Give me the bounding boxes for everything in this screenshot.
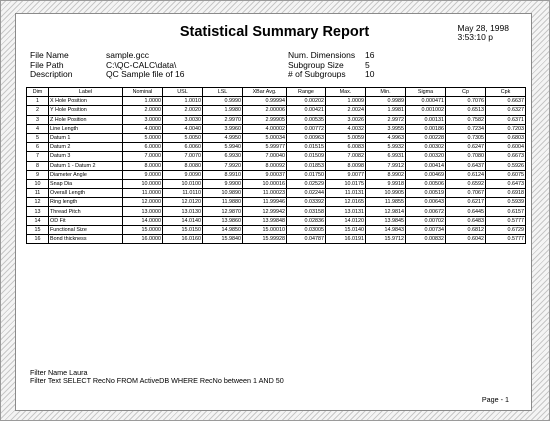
table-cell: 0.00131 — [406, 115, 446, 124]
table-cell: 8.9910 — [203, 170, 243, 179]
table-cell: 0.00963 — [287, 133, 326, 142]
table-cell: 9.9918 — [366, 179, 406, 188]
table-row — [27, 97, 526, 106]
table-cell: 0.6803 — [486, 133, 526, 142]
table-cell: Datum 1 - Datum 2 — [49, 161, 123, 170]
table-cell: 0.5926 — [486, 161, 526, 170]
table-cell: 14.0000 — [123, 216, 163, 225]
file-name-value: sample.gcc — [106, 50, 149, 60]
table-cell: 3.0026 — [326, 115, 366, 124]
table-cell: 0.00519 — [406, 189, 446, 198]
table-cell: 8.0098 — [326, 161, 366, 170]
table-cell: 0.6513 — [446, 106, 486, 115]
table-cell: 14.9850 — [203, 225, 243, 234]
table-cell: 0.02836 — [287, 216, 326, 225]
table-cell: 6.9930 — [203, 152, 243, 161]
table-cell: Ring length — [49, 198, 123, 207]
num-dimensions-label: Num. Dimensions — [288, 50, 356, 60]
table-cell: 0.02244 — [287, 189, 326, 198]
table-cell: 12.0165 — [326, 198, 366, 207]
column-header: Max. — [326, 88, 366, 97]
table-cell: 0.02529 — [287, 179, 326, 188]
table-cell: 0.00320 — [406, 152, 446, 161]
table-cell: 9.0077 — [326, 170, 366, 179]
table-cell: 15.00010 — [243, 225, 287, 234]
table-cell: 14 — [27, 216, 49, 225]
table-cell: 0.6075 — [486, 170, 526, 179]
table-cell: 15.9712 — [366, 235, 406, 244]
table-cell: 12.9814 — [366, 207, 406, 216]
table-cell: 12.9870 — [203, 207, 243, 216]
table-row — [27, 225, 526, 234]
table-cell: 9 — [27, 170, 49, 179]
column-header: Nominal — [123, 88, 163, 97]
table-cell: Snap Dia — [49, 179, 123, 188]
table-cell: 13.9860 — [203, 216, 243, 225]
table-cell: 0.6918 — [486, 189, 526, 198]
table-cell: 0.00772 — [287, 124, 326, 133]
report-title: Statistical Summary Report — [179, 24, 370, 40]
column-header: Cpk — [486, 88, 526, 97]
table-cell: 0.00672 — [406, 207, 446, 216]
table-cell: 15.0140 — [326, 225, 366, 234]
table-cell: 4.9950 — [203, 133, 243, 142]
table-row — [27, 170, 526, 179]
table-cell: 7.0082 — [326, 152, 366, 161]
table-cell: 0.00702 — [406, 216, 446, 225]
table-cell: 0.6729 — [486, 225, 526, 234]
table-cell: 0.6371 — [486, 115, 526, 124]
table-cell: 5.0059 — [326, 133, 366, 142]
table-cell: 0.5777 — [486, 216, 526, 225]
table-cell: 0.6124 — [446, 170, 486, 179]
table-cell: 3.0030 — [163, 115, 203, 124]
table-cell: 5 — [27, 133, 49, 142]
table-cell: 13.0000 — [123, 207, 163, 216]
table-row — [27, 124, 526, 133]
table-cell: 2 — [27, 106, 49, 115]
table-cell: 0.000471 — [406, 97, 446, 106]
table-cell: 14.0140 — [163, 216, 203, 225]
table-cell: 0.03158 — [287, 207, 326, 216]
column-header: Sigma — [406, 88, 446, 97]
num-subgroups-value: 10 — [365, 69, 375, 79]
table-cell: Line Length — [49, 124, 123, 133]
table-cell: 1.0009 — [326, 97, 366, 106]
file-path-value: C:\QC-CALC\data\ — [106, 59, 177, 70]
table-cell: 0.00469 — [406, 170, 446, 179]
table-cell: 0.00202 — [287, 97, 326, 106]
table-cell: 1 — [27, 97, 49, 106]
table-cell: 0.6637 — [486, 97, 526, 106]
table-cell: 12.0000 — [123, 198, 163, 207]
table-cell: 0.7305 — [446, 133, 486, 142]
table-cell: Y Hole Position — [49, 106, 123, 115]
table-cell: 2.9972 — [366, 115, 406, 124]
table-cell: 13.0130 — [163, 207, 203, 216]
file-info-row — [30, 70, 184, 80]
table-cell: 6.0083 — [326, 143, 366, 152]
page-number: Page - 1 — [481, 395, 509, 404]
table-cell: 11.99946 — [243, 198, 287, 207]
table-cell: 16.0191 — [326, 235, 366, 244]
table-cell: 0.00832 — [406, 235, 446, 244]
table-cell: 0.6247 — [446, 143, 486, 152]
table-cell: 2.99905 — [243, 115, 287, 124]
table-cell: 0.9989 — [366, 97, 406, 106]
table-cell: 0.6004 — [486, 143, 526, 152]
table-cell: 15.0150 — [163, 225, 203, 234]
num-dimensions-value: 16 — [365, 50, 375, 60]
table-cell: 1.9981 — [366, 106, 406, 115]
table-cell: Datum 3 — [49, 152, 123, 161]
table-cell: 0.00535 — [287, 115, 326, 124]
subgroup-size-label: Subgroup Size — [288, 59, 344, 70]
table-cell: 4.0000 — [123, 124, 163, 133]
column-header: Range — [287, 88, 326, 97]
table-cell: 2.9970 — [203, 115, 243, 124]
table-cell: Overall Length — [49, 189, 123, 198]
table-cell: 0.7203 — [486, 124, 526, 133]
table-cell: 0.5939 — [486, 198, 526, 207]
table-cell: 0.6592 — [446, 179, 486, 188]
table-cell: 2.0000 — [123, 106, 163, 115]
filter-text: Filter Text SELECT RecNo FROM ActiveDB WHERE RecNo between 1 AND 50 — [30, 376, 284, 386]
table-cell: 1.9980 — [203, 106, 243, 115]
table-cell: 0.03392 — [287, 198, 326, 207]
table-cell: 10.9890 — [203, 189, 243, 198]
table-cell: 0.00421 — [287, 106, 326, 115]
table-cell: 7.9920 — [203, 161, 243, 170]
table-cell: 10.0100 — [163, 179, 203, 188]
table-cell: 3.9955 — [366, 124, 406, 133]
table-cell: 0.7080 — [446, 152, 486, 161]
table-cell: 5.9940 — [203, 143, 243, 152]
table-cell: 8.0080 — [163, 161, 203, 170]
table-cell: 11.9855 — [366, 198, 406, 207]
table-cell: 6.0060 — [163, 143, 203, 152]
table-cell: 6 — [27, 143, 49, 152]
table-cell: 4 — [27, 124, 49, 133]
table-cell: 16.0000 — [123, 235, 163, 244]
table-row — [27, 115, 526, 124]
table-cell: 0.001002 — [406, 106, 446, 115]
table-cell: 0.00186 — [406, 124, 446, 133]
table-cell: 0.7067 — [446, 189, 486, 198]
table-cell: 10.0000 — [123, 179, 163, 188]
table-cell: 0.6445 — [446, 207, 486, 216]
table-cell: 0.99994 — [243, 97, 287, 106]
table-row — [27, 198, 526, 207]
table-cell: OD Fit — [49, 216, 123, 225]
table-cell: 0.04787 — [287, 235, 326, 244]
table-cell: 0.6217 — [446, 198, 486, 207]
table-cell: 0.6437 — [446, 161, 486, 170]
table-cell: 0.7234 — [446, 124, 486, 133]
table-cell: 15.9840 — [203, 235, 243, 244]
table-cell: 11.0131 — [326, 189, 366, 198]
subgroup-info-row — [288, 70, 374, 80]
table-cell: 5.0000 — [123, 133, 163, 142]
table-cell: 12.99942 — [243, 207, 287, 216]
table-cell: 1.0010 — [163, 97, 203, 106]
table-cell: 3.9960 — [203, 124, 243, 133]
table-cell: 10.00016 — [243, 179, 287, 188]
table-cell: 8.00092 — [243, 161, 287, 170]
table-cell: 0.6473 — [486, 179, 526, 188]
table-row — [27, 207, 526, 216]
table-cell: 15 — [27, 225, 49, 234]
table-cell: Datum 2 — [49, 143, 123, 152]
table-cell: 0.6157 — [486, 207, 526, 216]
table-cell: Functional Size — [49, 225, 123, 234]
table-cell: 13.9845 — [366, 216, 406, 225]
table-cell: 6.0000 — [123, 143, 163, 152]
table-cell: 10.0175 — [326, 179, 366, 188]
column-header: Dim — [27, 88, 49, 97]
table-cell: 0.6042 — [446, 235, 486, 244]
table-cell: 13.0131 — [326, 207, 366, 216]
table-row — [27, 106, 526, 115]
table-cell: 0.00302 — [406, 143, 446, 152]
file-info — [30, 51, 184, 80]
table-header-row — [27, 88, 526, 97]
filter-info — [30, 369, 284, 386]
table-row — [27, 179, 526, 188]
table-cell: 0.00228 — [406, 133, 446, 142]
table-cell: 0.6812 — [446, 225, 486, 234]
file-name-label: File Name — [30, 50, 69, 60]
table-cell: 4.0032 — [326, 124, 366, 133]
table-cell: 7.00040 — [243, 152, 287, 161]
table-cell: 11 — [27, 189, 49, 198]
table-cell: Thread Pitch — [49, 207, 123, 216]
table-cell: 0.6673 — [486, 152, 526, 161]
table-cell: 0.00734 — [406, 225, 446, 234]
table-cell: 5.9932 — [366, 143, 406, 152]
table-cell: 8.9902 — [366, 170, 406, 179]
table-cell: 2.0020 — [163, 106, 203, 115]
file-path-label: File Path — [30, 59, 64, 70]
table-cell: 6.9931 — [366, 152, 406, 161]
table-cell: 7.0000 — [123, 152, 163, 161]
description-label: Description — [30, 69, 73, 79]
table-cell: 7.0070 — [163, 152, 203, 161]
table-cell: 9.9900 — [203, 179, 243, 188]
table-cell: 0.7076 — [446, 97, 486, 106]
table-cell: 3.0000 — [123, 115, 163, 124]
table-cell: 4.9963 — [366, 133, 406, 142]
column-header: Min. — [366, 88, 406, 97]
table-cell: 7.9912 — [366, 161, 406, 170]
column-header: USL — [163, 88, 203, 97]
table-cell: 0.9990 — [203, 97, 243, 106]
column-header: Label — [49, 88, 123, 97]
table-cell: 12.0120 — [163, 198, 203, 207]
table-cell: 2.00006 — [243, 106, 287, 115]
table-cell: 5.00034 — [243, 133, 287, 142]
table-cell: X Hole Position — [49, 97, 123, 106]
table-row — [27, 235, 526, 244]
table-cell: 7 — [27, 152, 49, 161]
statistics-table — [26, 87, 526, 244]
table-cell: 0.01509 — [287, 152, 326, 161]
table-cell: 9.00037 — [243, 170, 287, 179]
report-page — [15, 13, 532, 411]
table-row — [27, 216, 526, 225]
num-subgroups-label: # of Subgroups — [288, 69, 346, 79]
table-cell: 11.00023 — [243, 189, 287, 198]
table-cell: 0.6327 — [486, 106, 526, 115]
table-cell: 11.0110 — [163, 189, 203, 198]
column-header: XBar Avg. — [243, 88, 287, 97]
table-cell: 11.0000 — [123, 189, 163, 198]
table-cell: 8.0000 — [123, 161, 163, 170]
table-cell: 15.99928 — [243, 235, 287, 244]
table-cell: 5.0050 — [163, 133, 203, 142]
description-value: QC Sample file of 16 — [106, 69, 185, 79]
table-cell: 10 — [27, 179, 49, 188]
table-row — [27, 161, 526, 170]
table-cell: Bond thickness — [49, 235, 123, 244]
table-cell: 1.0000 — [123, 97, 163, 106]
table-cell: 15.0000 — [123, 225, 163, 234]
table-cell: 4.0040 — [163, 124, 203, 133]
table-cell: 0.01750 — [287, 170, 326, 179]
table-cell: 0.03005 — [287, 225, 326, 234]
table-row — [27, 189, 526, 198]
column-header: Cp — [446, 88, 486, 97]
report-date: May 28, 1998 — [457, 23, 509, 33]
table-cell: 10.9905 — [366, 189, 406, 198]
table-cell: 13.99848 — [243, 216, 287, 225]
column-header: LSL — [203, 88, 243, 97]
subgroup-info — [288, 51, 374, 80]
table-cell: 0.01853 — [287, 161, 326, 170]
table-cell: 5.99977 — [243, 143, 287, 152]
table-cell: 14.0120 — [326, 216, 366, 225]
table-cell: 16.0160 — [163, 235, 203, 244]
report-timestamp — [457, 24, 509, 42]
table-cell: 0.00643 — [406, 198, 446, 207]
table-cell: 9.0000 — [123, 170, 163, 179]
table-cell: 0.00506 — [406, 179, 446, 188]
table-cell: 14.9843 — [366, 225, 406, 234]
table-row — [27, 133, 526, 142]
table-cell: 4.00002 — [243, 124, 287, 133]
table-cell: 0.00414 — [406, 161, 446, 170]
subgroup-size-value: 5 — [365, 59, 370, 70]
table-cell: 0.6483 — [446, 216, 486, 225]
table-row — [27, 143, 526, 152]
table-cell: 8 — [27, 161, 49, 170]
table-cell: 12 — [27, 198, 49, 207]
table-cell: 16 — [27, 235, 49, 244]
filter-name: Filter Name Laura — [30, 368, 88, 377]
table-cell: 0.01515 — [287, 143, 326, 152]
table-cell: Diameter Angle — [49, 170, 123, 179]
table-cell: 3 — [27, 115, 49, 124]
table-cell: Z Hole Position — [49, 115, 123, 124]
table-row — [27, 152, 526, 161]
table-cell: 0.5777 — [486, 235, 526, 244]
table-cell: 2.0024 — [326, 106, 366, 115]
table-cell: 11.9880 — [203, 198, 243, 207]
table-cell: Datum 1 — [49, 133, 123, 142]
table-cell: 0.7582 — [446, 115, 486, 124]
table-cell: 13 — [27, 207, 49, 216]
report-time: 3:53:10 p — [457, 32, 493, 42]
table-cell: 9.0090 — [163, 170, 203, 179]
